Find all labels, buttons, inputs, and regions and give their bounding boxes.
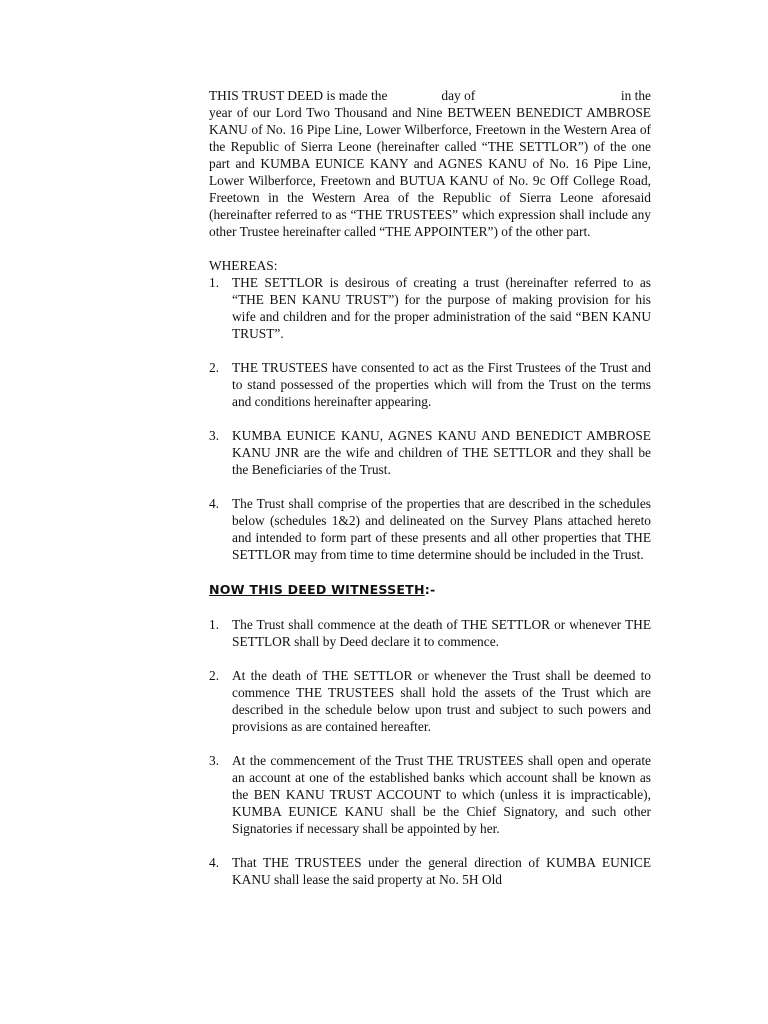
clause-number: 2.: [209, 668, 220, 683]
witnesseth-list: [209, 616, 651, 888]
opening-in: in the: [620, 88, 651, 103]
clause-text: The Trust shall commence at the death of THE SETTLOR or whenever THE SETTLOR shall by Deed declare it to commence.: [232, 617, 651, 649]
opening-paragraph: [209, 87, 651, 240]
whereas-clause: [209, 495, 651, 563]
clause-number: 1.: [209, 275, 220, 290]
whereas-clause: [209, 359, 651, 410]
clause-number: 3.: [209, 428, 220, 443]
opening-rest: year of our Lord Two Thousand and Nine BETWEEN BENEDICT AMBROSE KANU of No. 16 Pipe Line, Lower Wilberforce, Freetown in the Western Area of the Republic of Sierra Leone (hereinafter called “THE SETTLOR”) of the one part and KUMBA EUNICE KANY and AGNES KANU of No. 16 Pipe Line, Lower Wilberforce, Freetown and BUTUA KANU of No. 9c Off College Road, Freetown in the Western Area of the Republic of Sierra Leone aforesaid (hereinafter referred to as “THE TRUSTEES” which expression shall include any other Trustee hereinafter called “THE APPOINTER”) of the other part.: [209, 105, 651, 239]
whereas-list: [209, 274, 651, 563]
witnesseth-clause: [209, 854, 651, 888]
clause-text: THE SETTLOR is desirous of creating a trust (hereinafter referred to as “THE BEN KANU TRUST”) for the purpose of making provision for his wife and children and for the proper administration of the said “BEN KANU TRUST”.: [232, 275, 651, 341]
clause-number: 1.: [209, 617, 220, 632]
clause-number: 3.: [209, 753, 220, 768]
witnesseth-clause: [209, 752, 651, 837]
clause-text: The Trust shall comprise of the properties that are described in the schedules below (schedules 1&2) and delineated on the Survey Plans attached hereto and intended to form part of these presents and all other properties that THE SETTLOR may from time to time determine should be included in the Trust.: [232, 496, 651, 562]
witnesseth-heading-text: NOW THIS DEED WITNESSETH: [209, 582, 425, 597]
witnesseth-clause: [209, 616, 651, 650]
witnesseth-heading-suffix: :-: [424, 582, 436, 597]
whereas-clause: [209, 427, 651, 478]
whereas-label: WHEREAS:: [209, 258, 278, 273]
trust-deed-body: [209, 87, 651, 905]
clause-text: THE TRUSTEES have consented to act as the First Trustees of the Trust and to stand possessed of the properties which will from the Trust on the terms and conditions hereinafter appearing.: [232, 360, 651, 409]
clause-text: KUMBA EUNICE KANU, AGNES KANU AND BENEDICT AMBROSE KANU JNR are the wife and children of THE SETTLOR and they shall be the Beneficiaries of the Trust.: [232, 428, 651, 477]
opening-day: day of: [441, 88, 476, 103]
whereas-clause: [209, 274, 651, 342]
clause-number: 4.: [209, 496, 220, 511]
clause-number: 4.: [209, 855, 220, 870]
clause-text: At the death of THE SETTLOR or whenever the Trust shall be deemed to commence THE TRUSTEES shall hold the assets of the Trust which are described in the schedule below upon trust and subject to such powers and provisions as are contained hereafter.: [232, 668, 651, 734]
clause-text: That THE TRUSTEES under the general direction of KUMBA EUNICE KANU shall lease the said property at No. 5H Old: [232, 855, 651, 887]
clause-text: At the commencement of the Trust THE TRUSTEES shall open and operate an account at one of the established banks which account shall be known as the BEN KANU TRUST ACCOUNT to which (unless it is impracticable), KUMBA EUNICE KANU shall be the Chief Signatory, and such other Signatories if necessary shall be appointed by her.: [232, 753, 651, 836]
witnesseth-clause: [209, 667, 651, 735]
opening-prefix: THIS TRUST DEED is made the: [209, 88, 388, 103]
witnesseth-heading: [209, 581, 651, 598]
clause-number: 2.: [209, 360, 220, 375]
